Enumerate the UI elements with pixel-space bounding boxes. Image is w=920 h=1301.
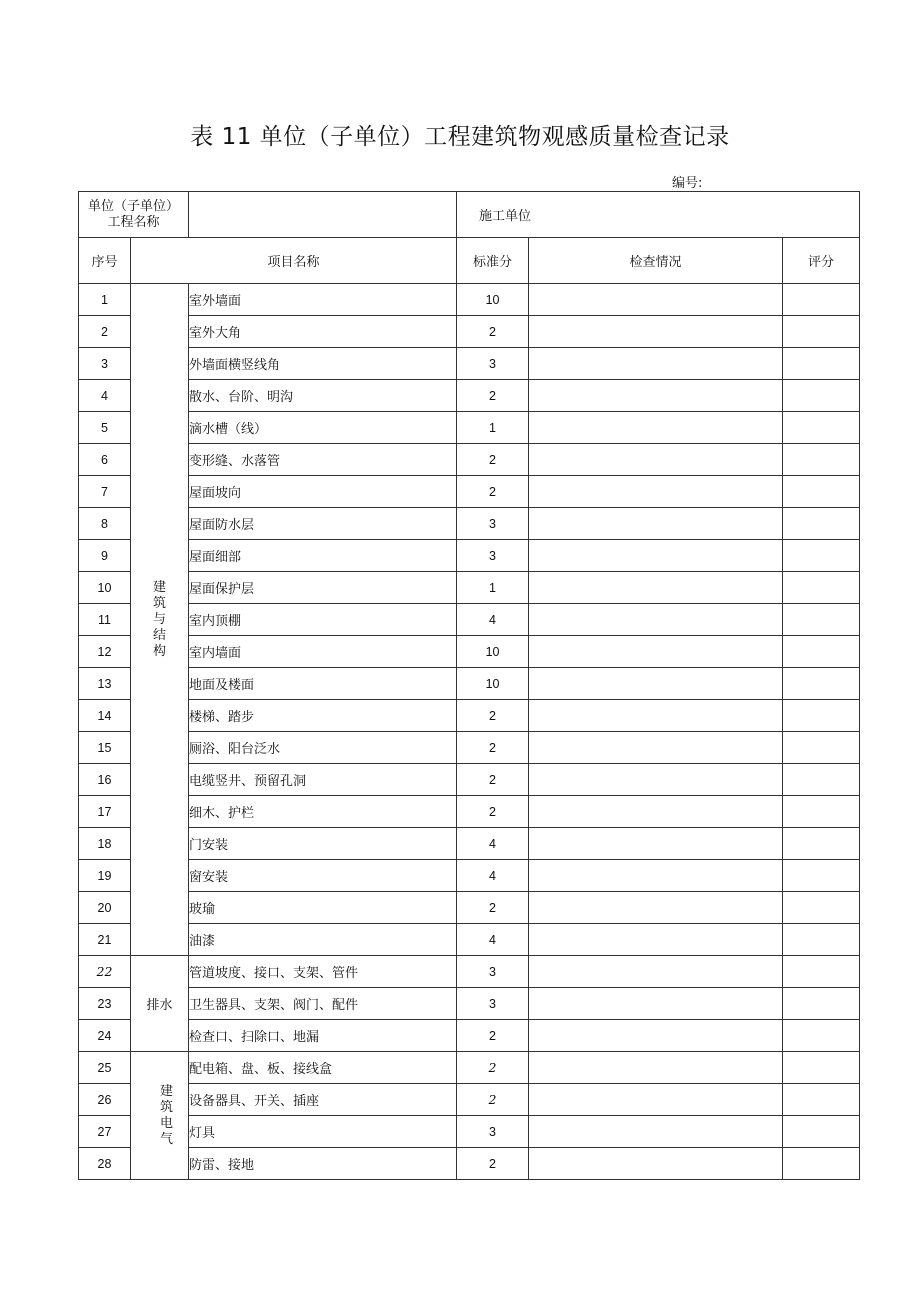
standard-score: 2 (457, 476, 529, 508)
inspection-cell[interactable] (529, 892, 783, 924)
table-row (79, 508, 860, 540)
rating-cell[interactable] (783, 860, 860, 892)
table-row (79, 380, 860, 412)
row-number: 17 (79, 796, 131, 828)
group-label-structure (131, 284, 189, 956)
inspection-cell[interactable] (529, 700, 783, 732)
rating-cell[interactable] (783, 1116, 860, 1148)
rating-cell[interactable] (783, 508, 860, 540)
row-number: 2 (79, 316, 131, 348)
standard-score: 10 (457, 636, 529, 668)
item-name: 电缆竖井、预留孔洞 (189, 764, 457, 796)
item-name: 屋面防水层 (189, 508, 457, 540)
table-row (79, 700, 860, 732)
inspection-cell[interactable] (529, 348, 783, 380)
rating-cell[interactable] (783, 988, 860, 1020)
table-row (79, 1052, 860, 1084)
item-name: 室外大角 (189, 316, 457, 348)
inspection-cell[interactable] (529, 540, 783, 572)
inspection-cell[interactable] (529, 764, 783, 796)
standard-score: 2 (457, 700, 529, 732)
inspection-cell[interactable] (529, 1148, 783, 1180)
item-name: 外墙面横竖线角 (189, 348, 457, 380)
group-label-drainage (131, 956, 189, 1052)
col-item-name: 项目名称 (131, 238, 457, 284)
inspection-cell[interactable] (529, 668, 783, 700)
inspection-cell[interactable] (529, 412, 783, 444)
table-row (79, 668, 860, 700)
form-title: 表 11 单位（子单位）工程建筑物观感质量检查记录 (190, 124, 730, 150)
table-row (79, 924, 860, 956)
standard-score: 2 (457, 1052, 529, 1084)
standard-score: 2 (457, 444, 529, 476)
group-label-electrical (131, 1052, 189, 1180)
item-name: 检查口、扫除口、地漏 (189, 1020, 457, 1052)
item-name: 油漆 (189, 924, 457, 956)
rating-cell[interactable] (783, 476, 860, 508)
constructor-label: 施工单位 (479, 209, 532, 224)
inspection-cell[interactable] (529, 508, 783, 540)
rating-cell[interactable] (783, 892, 860, 924)
col-inspection: 检查情况 (529, 238, 783, 284)
table-row (79, 988, 860, 1020)
rating-cell[interactable] (783, 828, 860, 860)
standard-score: 4 (457, 604, 529, 636)
rating-cell[interactable] (783, 732, 860, 764)
item-name: 设备器具、开关、插座 (189, 1084, 457, 1116)
row-number: 27 (79, 1116, 131, 1148)
row-number: 24 (79, 1020, 131, 1052)
standard-score: 2 (457, 892, 529, 924)
rating-cell[interactable] (783, 1020, 860, 1052)
table-row (79, 284, 860, 316)
item-name: 细木、护栏 (189, 796, 457, 828)
standard-score: 1 (457, 572, 529, 604)
inspection-cell[interactable] (529, 924, 783, 956)
inspection-cell[interactable] (529, 380, 783, 412)
group-label-text: 建筑与结构 (152, 579, 166, 659)
inspection-cell[interactable] (529, 316, 783, 348)
inspection-cell[interactable] (529, 444, 783, 476)
rating-cell[interactable] (783, 1052, 860, 1084)
item-name: 配电箱、盘、板、接线盒 (189, 1052, 457, 1084)
table-row (79, 316, 860, 348)
project-name-value[interactable] (189, 192, 457, 238)
standard-score: 2 (457, 1084, 529, 1116)
rating-cell[interactable] (783, 764, 860, 796)
row-number: 1 (79, 284, 131, 316)
standard-score: 1 (457, 412, 529, 444)
table-row (79, 796, 860, 828)
rating-cell[interactable] (783, 380, 860, 412)
inspection-cell[interactable] (529, 860, 783, 892)
standard-score: 2 (457, 1020, 529, 1052)
row-number: 23 (79, 988, 131, 1020)
item-name: 室内墙面 (189, 636, 457, 668)
rating-cell[interactable] (783, 604, 860, 636)
table-row (79, 892, 860, 924)
table-row (79, 476, 860, 508)
col-rating: 评分 (783, 238, 860, 284)
inspection-cell[interactable] (529, 956, 783, 988)
item-name: 屋面坡向 (189, 476, 457, 508)
rating-cell[interactable] (783, 348, 860, 380)
row-number: 28 (79, 1148, 131, 1180)
item-name: 防雷、接地 (189, 1148, 457, 1180)
row-number: 11 (79, 604, 131, 636)
inspection-cell[interactable] (529, 796, 783, 828)
standard-score: 4 (457, 860, 529, 892)
table-row (79, 572, 860, 604)
item-name: 楼梯、踏步 (189, 700, 457, 732)
rating-cell[interactable] (783, 636, 860, 668)
table-row (79, 444, 860, 476)
inspection-cell[interactable] (529, 636, 783, 668)
item-name: 滴水槽（线） (189, 412, 457, 444)
standard-score: 2 (457, 316, 529, 348)
col-standard-score: 标准分 (457, 238, 529, 284)
doc-number-label: 编号: (672, 176, 703, 191)
row-number: 13 (79, 668, 131, 700)
group-label-text: 建筑电气 (159, 1083, 173, 1147)
standard-score: 10 (457, 284, 529, 316)
standard-score: 2 (457, 764, 529, 796)
row-number: 6 (79, 444, 131, 476)
rating-cell[interactable] (783, 1148, 860, 1180)
table-row (79, 412, 860, 444)
inspection-cell[interactable] (529, 1020, 783, 1052)
standard-score: 2 (457, 732, 529, 764)
row-number: 26 (79, 1084, 131, 1116)
standard-score: 2 (457, 1148, 529, 1180)
inspection-cell[interactable] (529, 1116, 783, 1148)
rating-cell[interactable] (783, 796, 860, 828)
table-row (79, 1148, 860, 1180)
table-row (79, 956, 860, 988)
rating-cell[interactable] (783, 1084, 860, 1116)
rating-cell[interactable] (783, 444, 860, 476)
row-number: 16 (79, 764, 131, 796)
item-name: 室内顶棚 (189, 604, 457, 636)
row-number: 19 (79, 860, 131, 892)
table-row (79, 1116, 860, 1148)
rating-cell[interactable] (783, 924, 860, 956)
row-number: 15 (79, 732, 131, 764)
item-name: 窗安装 (189, 860, 457, 892)
table-row (79, 732, 860, 764)
item-name: 屋面保护层 (189, 572, 457, 604)
col-seq: 序号 (79, 238, 131, 284)
rating-cell[interactable] (783, 956, 860, 988)
constructor-cell[interactable] (457, 192, 860, 238)
inspection-cell[interactable] (529, 828, 783, 860)
row-number: 9 (79, 540, 131, 572)
row-number: 10 (79, 572, 131, 604)
standard-score: 4 (457, 924, 529, 956)
row-number: 3 (79, 348, 131, 380)
group-label-text: 排水 (146, 998, 173, 1013)
table-row (79, 348, 860, 380)
inspection-cell[interactable] (529, 732, 783, 764)
rating-cell[interactable] (783, 572, 860, 604)
table-row (79, 828, 860, 860)
table-row (79, 636, 860, 668)
item-name: 地面及楼面 (189, 668, 457, 700)
rating-cell[interactable] (783, 316, 860, 348)
row-number: 22 (79, 956, 131, 988)
inspection-cell[interactable] (529, 1084, 783, 1116)
row-number: 12 (79, 636, 131, 668)
item-name: 玻瑜 (189, 892, 457, 924)
inspection-cell[interactable] (529, 1052, 783, 1084)
item-name: 厕浴、阳台泛水 (189, 732, 457, 764)
project-name-label-line2: 工程名称 (107, 214, 160, 230)
row-number: 4 (79, 380, 131, 412)
inspection-cell[interactable] (529, 604, 783, 636)
item-name: 屋面细部 (189, 540, 457, 572)
rating-cell[interactable] (783, 284, 860, 316)
project-name-label-line1: 单位（子单位） (88, 198, 180, 214)
standard-score: 4 (457, 828, 529, 860)
standard-score: 3 (457, 348, 529, 380)
item-name: 卫生器具、支架、阀门、配件 (189, 988, 457, 1020)
inspection-table (78, 191, 860, 1180)
standard-score: 10 (457, 668, 529, 700)
project-name-label-cell (79, 192, 189, 238)
table-row (79, 860, 860, 892)
rating-cell[interactable] (783, 412, 860, 444)
item-name: 散水、台阶、明沟 (189, 380, 457, 412)
item-name: 室外墙面 (189, 284, 457, 316)
rating-cell[interactable] (783, 700, 860, 732)
table-row (79, 604, 860, 636)
inspection-cell[interactable] (529, 988, 783, 1020)
table-row (79, 1020, 860, 1052)
standard-score: 3 (457, 988, 529, 1020)
rating-cell[interactable] (783, 540, 860, 572)
inspection-cell[interactable] (529, 476, 783, 508)
item-name: 变形缝、水落管 (189, 444, 457, 476)
table-row (79, 540, 860, 572)
row-number: 7 (79, 476, 131, 508)
standard-score: 3 (457, 956, 529, 988)
row-number: 21 (79, 924, 131, 956)
row-number: 14 (79, 700, 131, 732)
item-name: 管道坡度、接口、支架、管件 (189, 956, 457, 988)
table-row (79, 1084, 860, 1116)
row-number: 25 (79, 1052, 131, 1084)
item-name: 灯具 (189, 1116, 457, 1148)
standard-score: 3 (457, 1116, 529, 1148)
standard-score: 2 (457, 380, 529, 412)
rating-cell[interactable] (783, 668, 860, 700)
table-row (79, 764, 860, 796)
inspection-cell[interactable] (529, 284, 783, 316)
inspection-cell[interactable] (529, 572, 783, 604)
row-number: 8 (79, 508, 131, 540)
row-number: 18 (79, 828, 131, 860)
row-number: 20 (79, 892, 131, 924)
item-rows (79, 284, 860, 1180)
standard-score: 3 (457, 508, 529, 540)
item-name: 门安装 (189, 828, 457, 860)
standard-score: 3 (457, 540, 529, 572)
header-info-row (79, 192, 860, 238)
column-header-row (79, 238, 860, 284)
row-number: 5 (79, 412, 131, 444)
standard-score: 2 (457, 796, 529, 828)
